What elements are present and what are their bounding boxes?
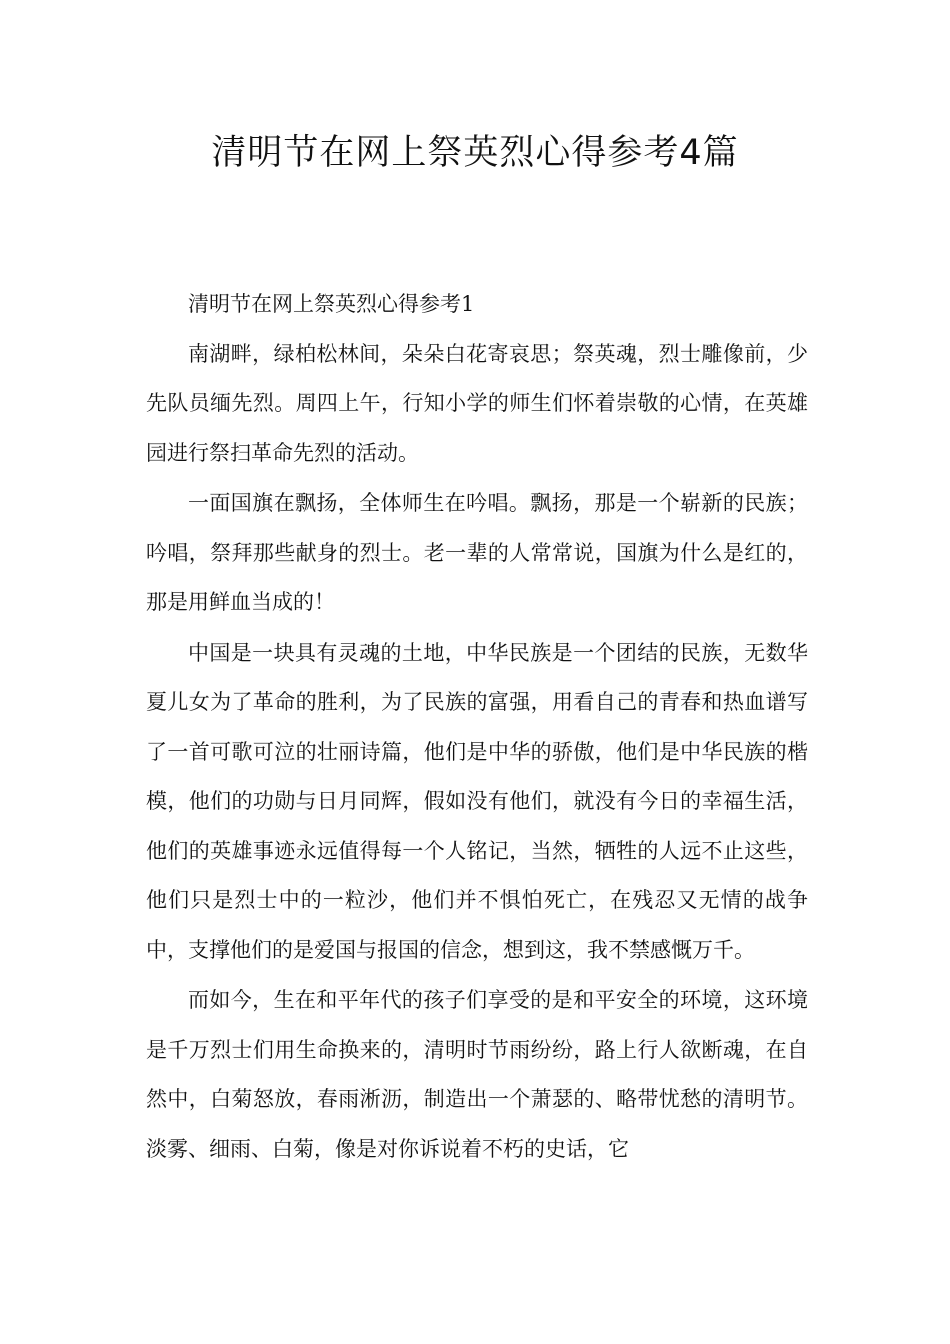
document-title: 清明节在网上祭英烈心得参考4篇 bbox=[211, 133, 739, 173]
section-heading: 清明节在网上祭英烈心得参考1 bbox=[188, 292, 475, 316]
document-body bbox=[146, 280, 808, 1175]
paragraph: 而如今，生在和平年代的孩子们享受的是和平安全的环境，这环境是千万烈士们用生命换来的，清明时节雨纷纷，路上行人欲断魂，在自然中，白菊怒放，春雨淅沥，制造出一个萧瑟的、略带忧愁的清明节。淡雾、细雨、白菊，像是对你诉说着不朽的史话，它 bbox=[146, 988, 808, 1161]
paragraph: 南湖畔，绿柏松林间，朵朵白花寄哀思；祭英魂，烈士雕像前，少先队员缅先烈。周四上午，行知小学的师生们怀着崇敬的心情，在英雄园进行祭扫革命先烈的活动。 bbox=[146, 341, 808, 465]
paragraph: 一面国旗在飘扬，全体师生在吟唱。飘扬，那是一个崭新的民族；吟唱，祭拜那些献身的烈士。老一辈的人常常说，国旗为什么是红的，那是用鲜血当成的！ bbox=[146, 491, 808, 614]
paragraph: 中国是一块具有灵魂的土地，中华民族是一个团结的民族，无数华夏儿女为了革命的胜利，为了民族的富强，用看自己的青春和热血谱写了一首可歌可泣的壮丽诗篇，他们是中华的骄傲，他们是中华民族的楷模，他们的功勋与日月同辉，假如没有他们，就没有今日的幸福生活，他们的英雄事迹永远值得每一个人铭记，当然，牺牲的人远不止这些，他们只是烈士中的一粒沙，他们并不惧怕死亡，在残忍又无情的战争中，支撑他们的是爱国与报国的信念，想到这，我不禁感慨万千。 bbox=[146, 640, 808, 962]
